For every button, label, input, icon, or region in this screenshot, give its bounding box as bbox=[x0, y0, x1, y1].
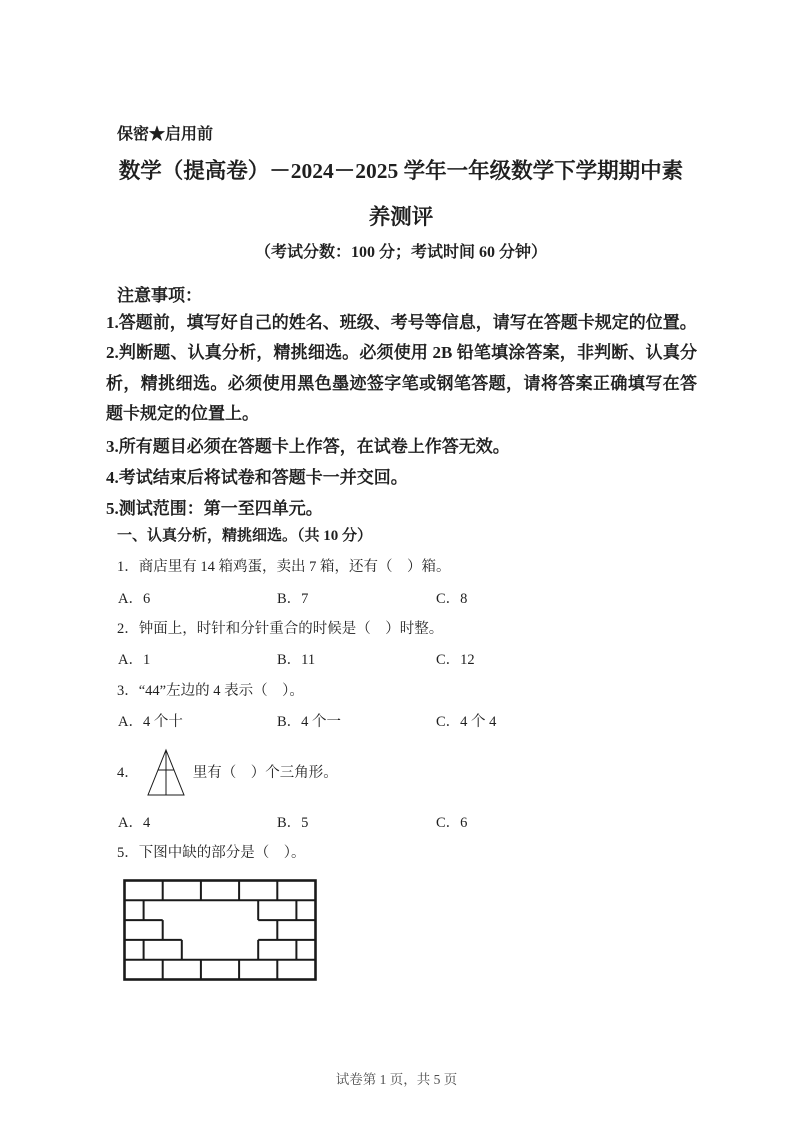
option-c: C．6 bbox=[436, 815, 468, 831]
notice-item: 1.答题前，填写好自己的姓名、班级、考号等信息，请写在答题卡规定的位置。 bbox=[106, 313, 697, 332]
question-2-text: 2．钟面上，时针和分针重合的时候是（ ）时整。 bbox=[117, 621, 444, 637]
question-3-text: 3．“44”左边的 4 表示（ ）。 bbox=[117, 683, 304, 699]
option-a: A．4 个十 bbox=[118, 714, 183, 730]
option-b: B．11 bbox=[277, 652, 316, 668]
option-a: A．6 bbox=[118, 591, 151, 607]
exam-meta-subtitle: （考试分数：100 分；考试时间 60 分钟） bbox=[254, 244, 547, 261]
exam-title-line-1: 数学（提高卷）－2024－2025 学年一年级数学下学期期中素 bbox=[118, 159, 684, 183]
section-one-heading: 一、认真分析，精挑细选。（共 10 分） bbox=[117, 528, 373, 544]
question-1-options bbox=[118, 589, 680, 609]
question-4 bbox=[117, 748, 338, 798]
question-2-options bbox=[118, 650, 680, 670]
brick-wall-figure bbox=[123, 879, 317, 981]
question-4-number: 4． bbox=[117, 765, 139, 781]
option-c: C．4 个 4 bbox=[436, 714, 497, 730]
question-1-text: 1．商店里有 14 箱鸡蛋，卖出 7 箱，还有（ ）箱。 bbox=[117, 559, 451, 575]
question-5-text: 5．下图中缺的部分是（ ）。 bbox=[117, 845, 306, 861]
option-b: B．5 bbox=[277, 815, 309, 831]
option-c: C．8 bbox=[436, 591, 468, 607]
option-c: C．12 bbox=[436, 652, 475, 668]
secrecy-label: 保密★启用前 bbox=[117, 126, 214, 143]
notices-heading: 注意事项： bbox=[117, 286, 202, 305]
option-b: B．7 bbox=[277, 591, 309, 607]
question-4-text: 里有（ ）个三角形。 bbox=[192, 765, 338, 781]
question-4-options bbox=[118, 813, 680, 833]
notice-item: 2.判断题、认真分析，精挑细选。必须使用 2B 铅笔填涂答案，非判断、认真分析，精挑细选。必须使用黑色墨迹签字笔或钢笔答题，请将答案正确填写在答题卡规定的位置上。 bbox=[106, 343, 697, 423]
page-footer: 试卷第 1 页，共 5 页 bbox=[335, 1072, 458, 1087]
option-a: A．4 bbox=[118, 815, 151, 831]
triangle-figure bbox=[146, 748, 186, 798]
notice-item: 5.测试范围：第一至四单元。 bbox=[106, 499, 323, 518]
option-b: B．4 个一 bbox=[277, 714, 342, 730]
option-a: A．1 bbox=[118, 652, 151, 668]
question-3-options bbox=[118, 712, 680, 732]
exam-title-line-2: 养测评 bbox=[368, 205, 434, 229]
notice-item: 3.所有题目必须在答题卡上作答，在试卷上作答无效。 bbox=[106, 437, 510, 456]
notice-item: 4.考试结束后将试卷和答题卡一并交回。 bbox=[106, 468, 408, 487]
